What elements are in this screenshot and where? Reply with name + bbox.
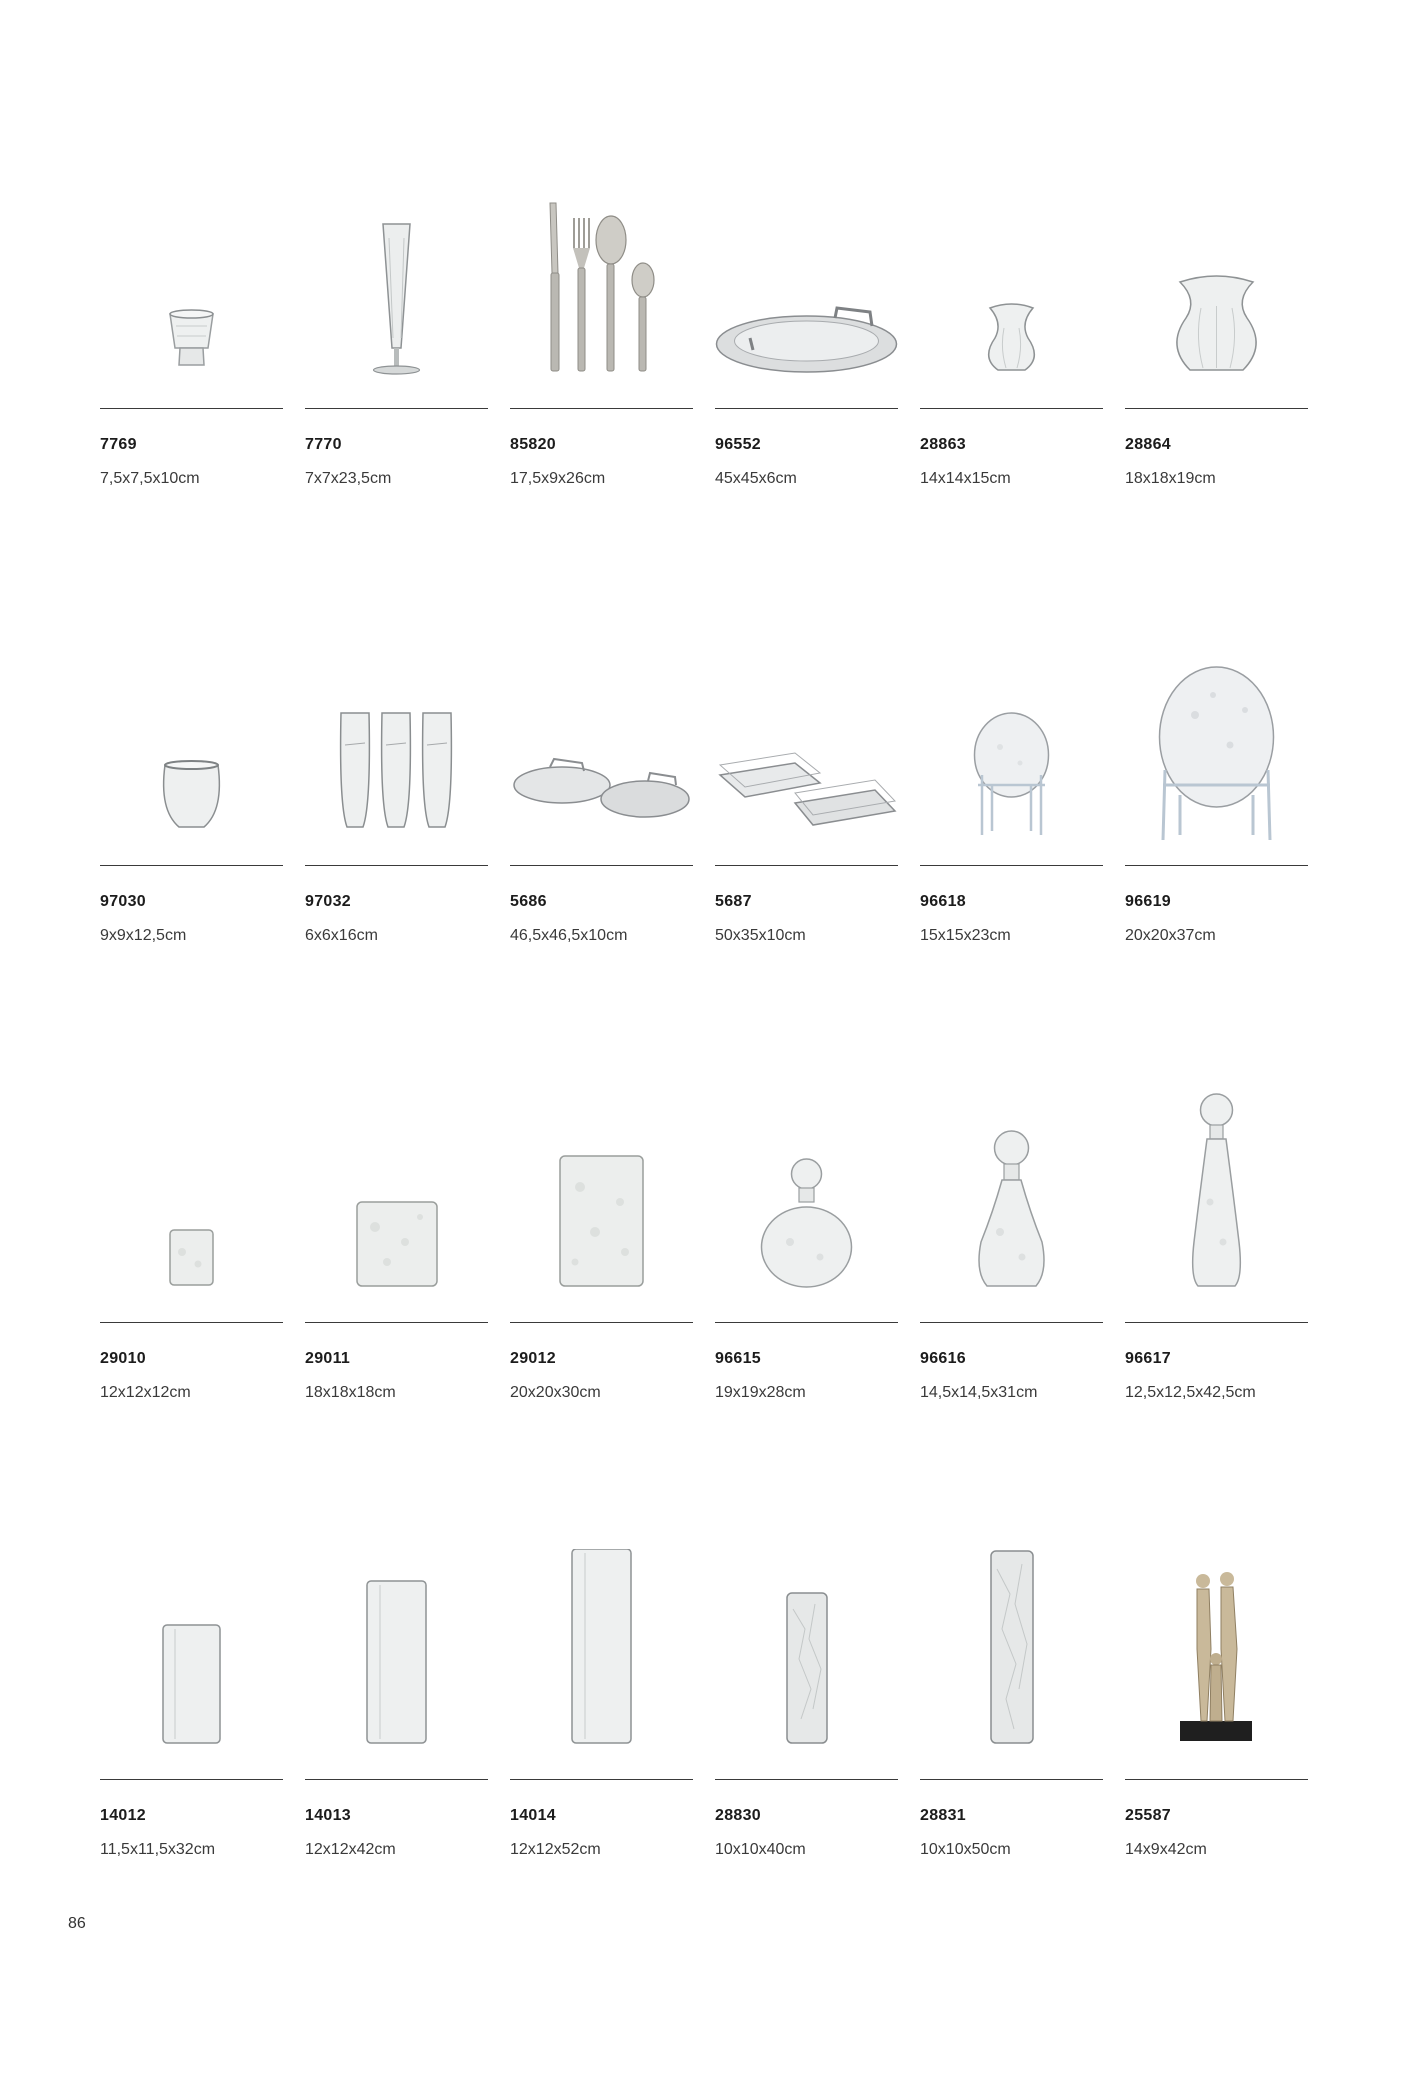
tumbler-glass-icon xyxy=(100,635,283,865)
divider-line xyxy=(920,865,1103,866)
product-dimensions: 6x6x16cm xyxy=(305,927,378,944)
divider-line xyxy=(920,1322,1103,1323)
product-dimensions: 15x15x23cm xyxy=(920,927,1011,944)
round-trays-set-icon xyxy=(510,635,693,865)
product-image xyxy=(305,1549,488,1779)
product-card xyxy=(715,178,898,635)
square-vase-medium-icon xyxy=(305,1549,488,1779)
product-card xyxy=(510,178,693,635)
product-dimensions: 14x9x42cm xyxy=(1125,1841,1207,1858)
product-code: 14013 xyxy=(305,1807,351,1824)
product-card xyxy=(100,1549,283,2006)
large-vase-icon xyxy=(1125,178,1308,408)
vase-on-stand-large-icon xyxy=(1125,635,1308,865)
cylinder-vase-large-icon xyxy=(920,1549,1103,1779)
vase-on-stand-small-icon xyxy=(920,635,1103,865)
small-vase-icon xyxy=(920,178,1103,408)
divider-line xyxy=(715,1779,898,1780)
product-card xyxy=(100,635,283,1092)
divider-line xyxy=(510,1779,693,1780)
product-image xyxy=(1125,1092,1308,1322)
product-dimensions: 12x12x12cm xyxy=(100,1384,191,1401)
product-card xyxy=(305,1092,488,1549)
flute-glass-icon xyxy=(305,178,488,408)
product-card xyxy=(510,1092,693,1549)
product-card xyxy=(715,1092,898,1549)
product-code: 7770 xyxy=(305,436,342,453)
product-code: 96616 xyxy=(920,1350,966,1367)
divider-line xyxy=(715,1322,898,1323)
divider-line xyxy=(920,1779,1103,1780)
product-code: 97030 xyxy=(100,893,146,910)
round-decanter-icon xyxy=(715,1092,898,1322)
product-card xyxy=(920,1092,1103,1549)
product-card xyxy=(1125,178,1308,635)
product-card xyxy=(1125,1092,1308,1549)
divider-line xyxy=(1125,408,1308,409)
product-image xyxy=(510,1549,693,1779)
speckled-holder-large-icon xyxy=(510,1092,693,1322)
product-code: 7769 xyxy=(100,436,137,453)
three-glasses-icon xyxy=(305,635,488,865)
product-image xyxy=(920,635,1103,865)
divider-line xyxy=(305,1779,488,1780)
product-card xyxy=(1125,1549,1308,2006)
divider-line xyxy=(1125,865,1308,866)
product-card xyxy=(715,635,898,1092)
product-dimensions: 9x9x12,5cm xyxy=(100,927,187,944)
cylinder-vase-medium-icon xyxy=(715,1549,898,1779)
divider-line xyxy=(510,865,693,866)
divider-line xyxy=(100,408,283,409)
product-code: 96615 xyxy=(715,1350,761,1367)
divider-line xyxy=(305,865,488,866)
product-image xyxy=(510,178,693,408)
product-dimensions: 7x7x23,5cm xyxy=(305,470,392,487)
product-code: 96552 xyxy=(715,436,761,453)
tealight-holder-icon xyxy=(100,178,283,408)
product-dimensions: 50x35x10cm xyxy=(715,927,806,944)
product-card xyxy=(305,635,488,1092)
product-card xyxy=(1125,635,1308,1092)
product-image xyxy=(305,635,488,865)
product-dimensions: 17,5x9x26cm xyxy=(510,470,606,487)
product-image xyxy=(305,178,488,408)
product-dimensions: 19x19x28cm xyxy=(715,1384,806,1401)
divider-line xyxy=(100,1779,283,1780)
product-code: 29012 xyxy=(510,1350,556,1367)
product-card xyxy=(510,1549,693,2006)
product-code: 29010 xyxy=(100,1350,146,1367)
divider-line xyxy=(715,865,898,866)
divider-line xyxy=(100,865,283,866)
product-code: 96619 xyxy=(1125,893,1171,910)
product-dimensions: 14x14x15cm xyxy=(920,470,1011,487)
speckled-holder-medium-icon xyxy=(305,1092,488,1322)
product-code: 28863 xyxy=(920,436,966,453)
product-code: 28830 xyxy=(715,1807,761,1824)
bell-decanter-icon xyxy=(920,1092,1103,1322)
cutlery-set-icon xyxy=(510,178,693,408)
product-code: 5686 xyxy=(510,893,547,910)
product-dimensions: 20x20x30cm xyxy=(510,1384,601,1401)
product-image xyxy=(305,1092,488,1322)
rectangular-trays-set-icon xyxy=(715,635,898,865)
product-code: 14014 xyxy=(510,1807,556,1824)
product-image xyxy=(920,1549,1103,1779)
product-dimensions: 12x12x42cm xyxy=(305,1841,396,1858)
product-card xyxy=(715,1549,898,2006)
product-dimensions: 14,5x14,5x31cm xyxy=(920,1384,1038,1401)
product-code: 85820 xyxy=(510,436,556,453)
product-code: 25587 xyxy=(1125,1807,1171,1824)
speckled-holder-small-icon xyxy=(100,1092,283,1322)
product-dimensions: 18x18x18cm xyxy=(305,1384,396,1401)
product-dimensions: 10x10x50cm xyxy=(920,1841,1011,1858)
square-vase-large-icon xyxy=(510,1549,693,1779)
product-dimensions: 11,5x11,5x32cm xyxy=(100,1841,216,1858)
square-vase-small-icon xyxy=(100,1549,283,1779)
divider-line xyxy=(305,1322,488,1323)
divider-line xyxy=(1125,1322,1308,1323)
divider-line xyxy=(305,408,488,409)
product-dimensions: 10x10x40cm xyxy=(715,1841,806,1858)
divider-line xyxy=(510,1322,693,1323)
product-dimensions: 20x20x37cm xyxy=(1125,927,1216,944)
product-image xyxy=(1125,635,1308,865)
product-image xyxy=(715,1092,898,1322)
product-card xyxy=(920,1549,1103,2006)
product-image xyxy=(510,635,693,865)
product-dimensions: 18x18x19cm xyxy=(1125,470,1216,487)
product-code: 29011 xyxy=(305,1350,351,1367)
product-card xyxy=(100,1092,283,1549)
product-image xyxy=(100,1092,283,1322)
product-code: 28831 xyxy=(920,1807,966,1824)
round-tray-icon xyxy=(715,178,898,408)
product-dimensions: 12,5x12,5x42,5cm xyxy=(1125,1384,1256,1401)
product-image xyxy=(715,635,898,865)
tall-decanter-icon xyxy=(1125,1092,1308,1322)
product-code: 14012 xyxy=(100,1807,146,1824)
product-image xyxy=(715,1549,898,1779)
product-image xyxy=(100,635,283,865)
product-image xyxy=(1125,1549,1308,1779)
product-image xyxy=(100,1549,283,1779)
page-number: 86 xyxy=(68,1915,86,1932)
product-dimensions: 7,5x7,5x10cm xyxy=(100,470,200,487)
product-code: 96618 xyxy=(920,893,966,910)
product-code: 96617 xyxy=(1125,1350,1171,1367)
divider-line xyxy=(920,408,1103,409)
divider-line xyxy=(715,408,898,409)
product-card xyxy=(100,178,283,635)
product-code: 97032 xyxy=(305,893,351,910)
product-dimensions: 12x12x52cm xyxy=(510,1841,601,1858)
product-image xyxy=(100,178,283,408)
divider-line xyxy=(510,408,693,409)
product-code: 28864 xyxy=(1125,436,1171,453)
product-image xyxy=(715,178,898,408)
product-card xyxy=(920,635,1103,1092)
divider-line xyxy=(100,1322,283,1323)
product-code: 5687 xyxy=(715,893,752,910)
product-card xyxy=(510,635,693,1092)
product-image xyxy=(920,178,1103,408)
product-image xyxy=(920,1092,1103,1322)
product-card xyxy=(920,178,1103,635)
product-dimensions: 45x45x6cm xyxy=(715,470,797,487)
divider-line xyxy=(1125,1779,1308,1780)
product-card xyxy=(305,178,488,635)
product-dimensions: 46,5x46,5x10cm xyxy=(510,927,628,944)
product-grid xyxy=(100,0,1320,2078)
product-image xyxy=(1125,178,1308,408)
product-card xyxy=(305,1549,488,2006)
family-sculpture-icon xyxy=(1125,1549,1308,1779)
product-image xyxy=(510,1092,693,1322)
